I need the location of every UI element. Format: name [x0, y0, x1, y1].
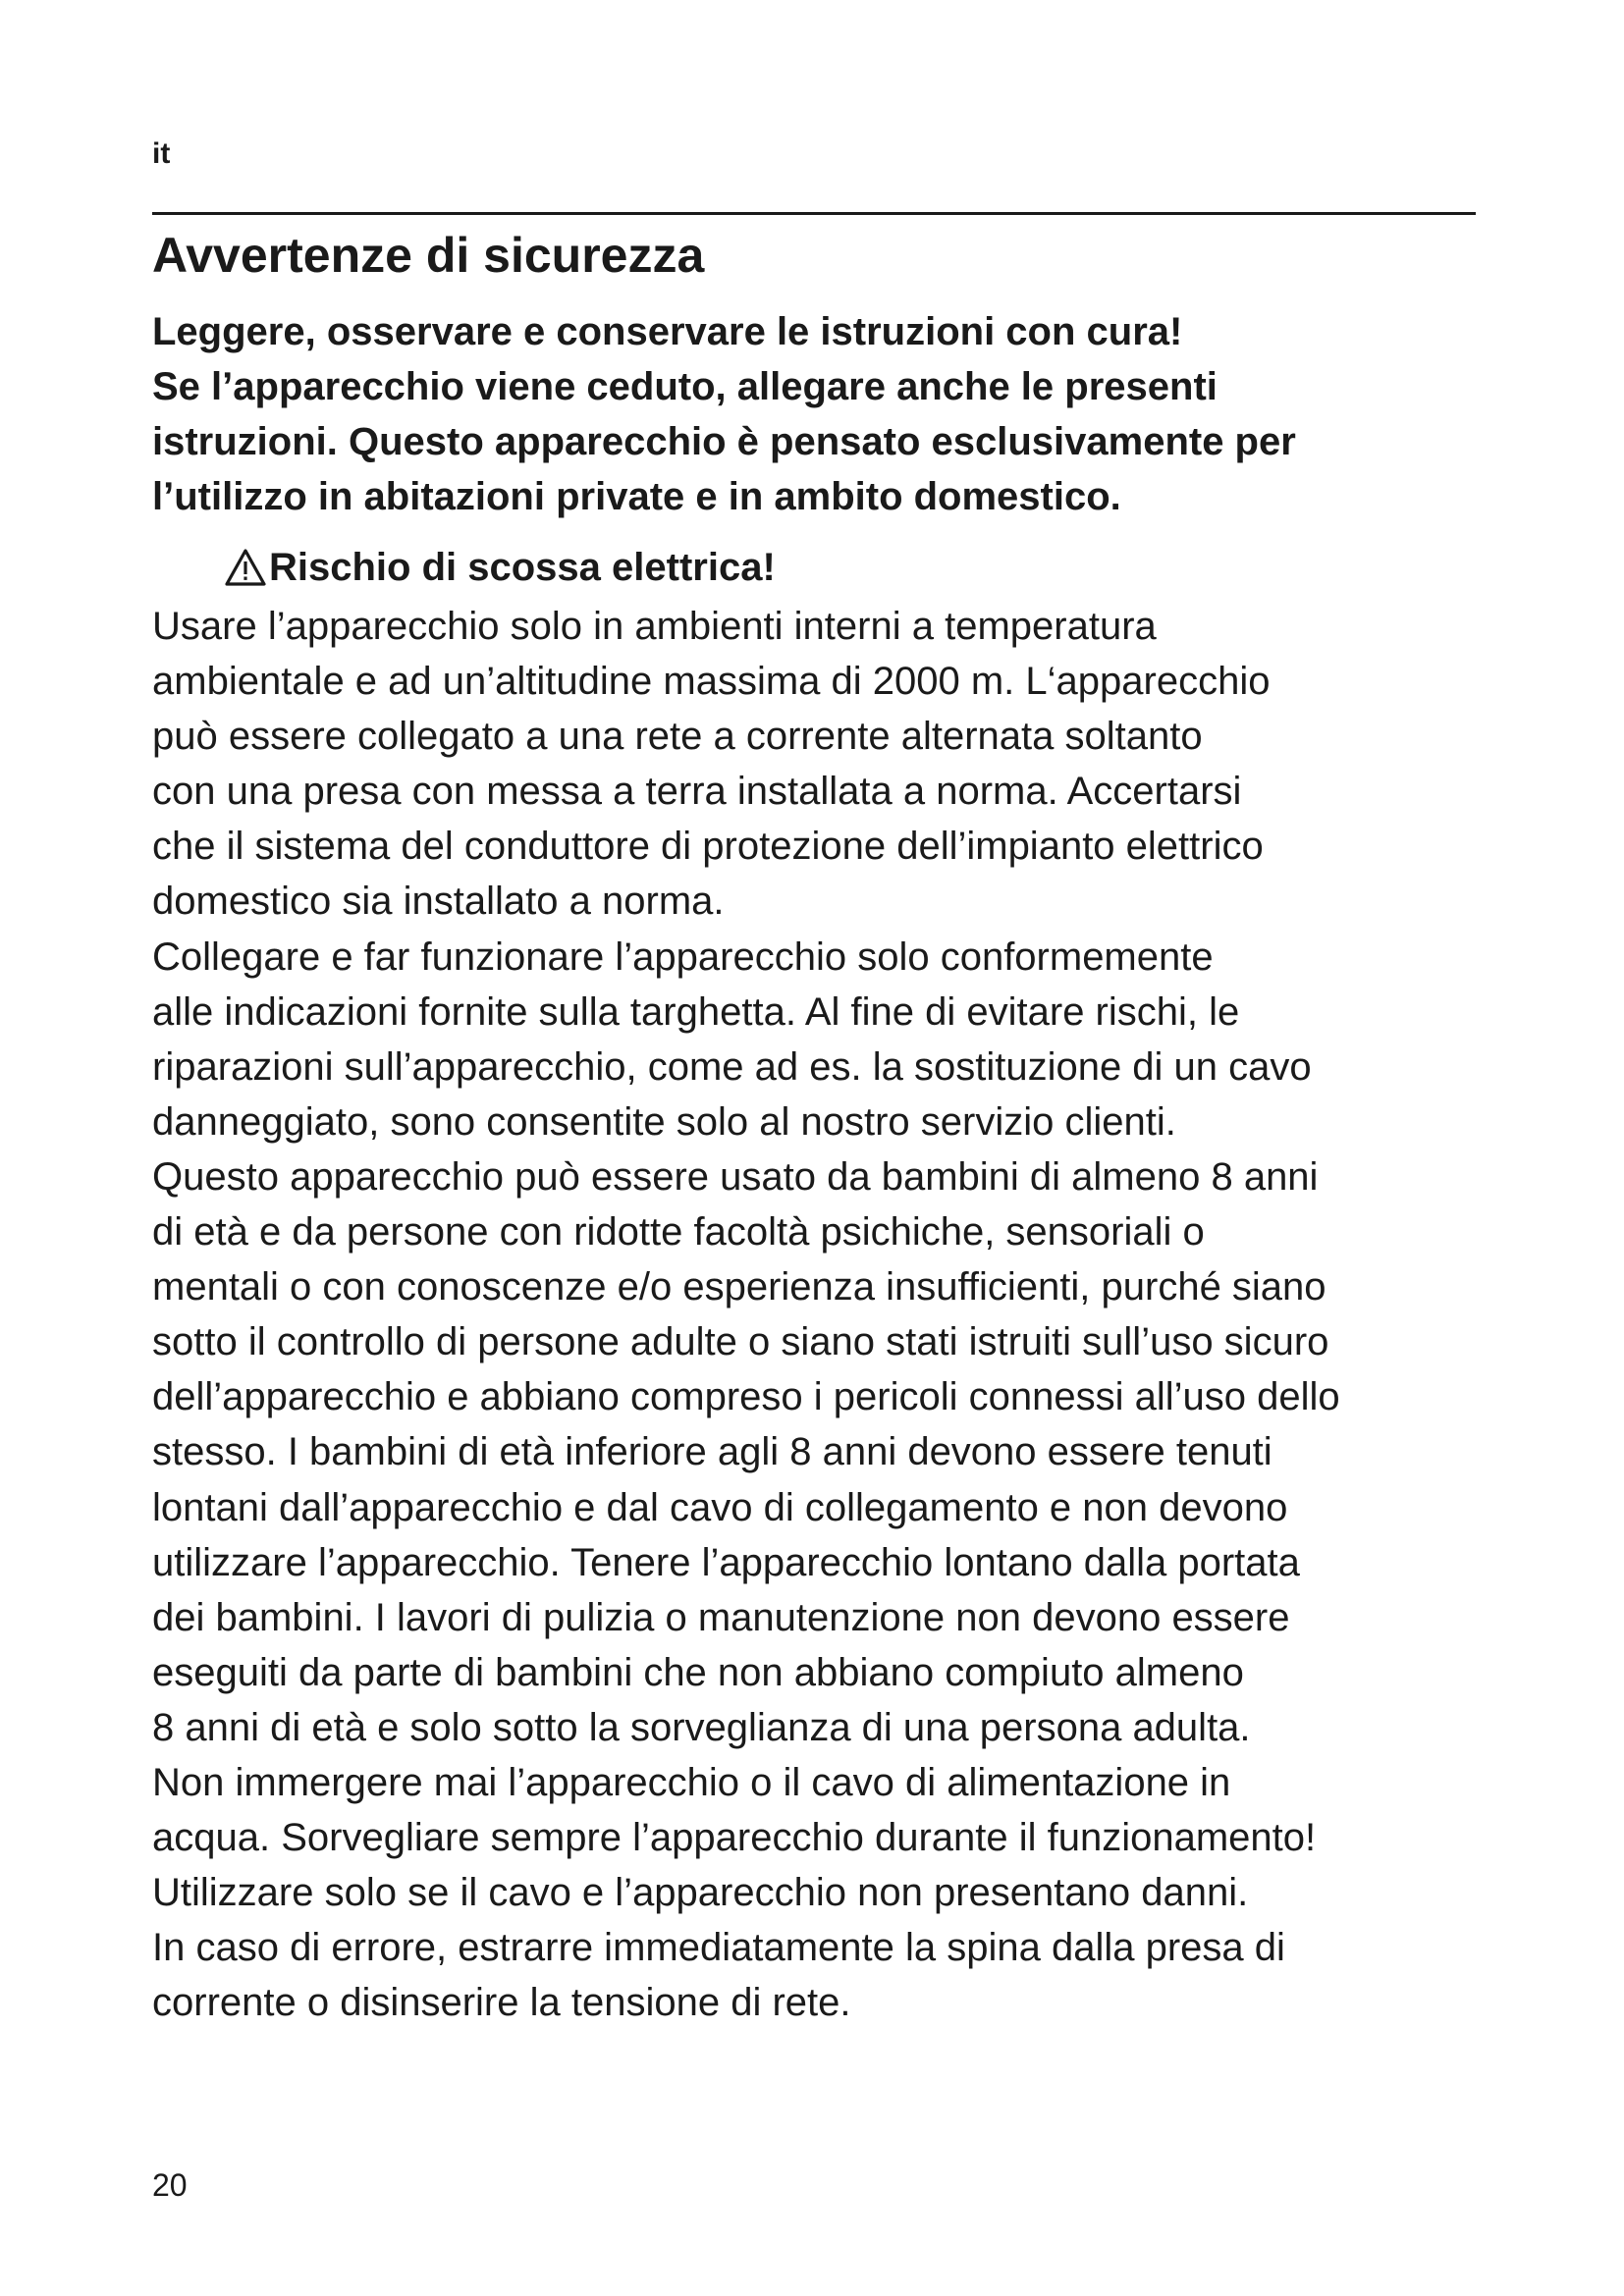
body-line: dell’apparecchio e abbiano compreso i pericoli connessi all’uso dello — [152, 1375, 1340, 1419]
intro-paragraph — [152, 304, 1488, 524]
page-number: 20 — [152, 2167, 188, 2203]
body-line: Utilizzare solo se il cavo e l’apparecchio non presentano danni. — [152, 1871, 1249, 1915]
body-line: danneggiato, sono consentite solo al nostro servizio clienti. — [152, 1099, 1176, 1144]
language-code: it — [152, 137, 171, 170]
warning-heading — [224, 538, 776, 597]
body-line: che il sistema del conduttore di protezione dell’impianto elettrico — [152, 825, 1264, 869]
section-title: Avvertenze di sicurezza — [152, 228, 705, 283]
body-line: lontani dall’apparecchio e dal cavo di collegamento e non devono — [152, 1485, 1288, 1529]
body-line: domestico sia installato a norma. — [152, 880, 725, 924]
body-line: di età e da persone con ridotte facoltà psichiche, sensoriali o — [152, 1210, 1205, 1255]
body-line: Questo apparecchio può essere usato da bambini di almeno 8 anni — [152, 1154, 1319, 1199]
body-line: alle indicazioni fornite sulla targhetta. Al fine di evitare rischi, le — [152, 989, 1240, 1034]
body-line: con una presa con messa a terra installata a norma. Accertarsi — [152, 770, 1242, 814]
body-line: Non immergere mai l’apparecchio o il cavo di alimentazione in — [152, 1760, 1231, 1804]
body-line: stesso. I bambini di età inferiore agli 8 anni devono essere tenuti — [152, 1430, 1272, 1474]
body-line: 8 anni di età e solo sotto la sorveglianza di una persona adulta. — [152, 1705, 1251, 1749]
body-line: dei bambini. I lavori di pulizia o manutenzione non devono essere — [152, 1595, 1290, 1639]
body-line: ambientale e ad un’altitudine massima di 2000 m. L‘apparecchio — [152, 660, 1271, 704]
body-line: eseguiti da parte di bambini che non abbiano compiuto almeno — [152, 1650, 1244, 1694]
body-line: corrente o disinserire la tensione di rete. — [152, 1981, 851, 2025]
warning-triangle-icon — [224, 548, 267, 587]
body-line: In caso di errore, estrarre immediatamente la spina dalla presa di — [152, 1926, 1285, 1970]
body-line: Usare l’apparecchio solo in ambienti interni a temperatura — [152, 605, 1157, 648]
safety-body-text — [152, 599, 1488, 2030]
section-divider — [152, 212, 1476, 215]
body-line: utilizzare l’apparecchio. Tenere l’apparecchio lontano dalla portata — [152, 1540, 1300, 1584]
warning-label: Rischio di scossa elettrica! — [269, 546, 776, 589]
body-line: Collegare e far funzionare l’apparecchio solo conformemente — [152, 934, 1214, 979]
intro-line: Leggere, osservare e conservare le istruzioni con cura! — [152, 310, 1183, 353]
body-line: acqua. Sorvegliare sempre l’apparecchio durante il funzionamento! — [152, 1816, 1317, 1860]
body-line: può essere collegato a una rete a corrente alternata soltanto — [152, 715, 1203, 759]
intro-line: Se l’apparecchio viene ceduto, allegare anche le presenti — [152, 365, 1218, 408]
intro-line: l’utilizzo in abitazioni private e in ambito domestico. — [152, 475, 1121, 518]
body-line: mentali o con conoscenze e/o esperienza insufficienti, purché siano — [152, 1265, 1326, 1309]
intro-line: istruzioni. Questo apparecchio è pensato esclusivamente per — [152, 420, 1296, 463]
body-line: sotto il controllo di persone adulte o siano stati istruiti sull’uso sicuro — [152, 1320, 1329, 1364]
body-line: riparazioni sull’apparecchio, come ad es. la sostituzione di un cavo — [152, 1044, 1312, 1089]
